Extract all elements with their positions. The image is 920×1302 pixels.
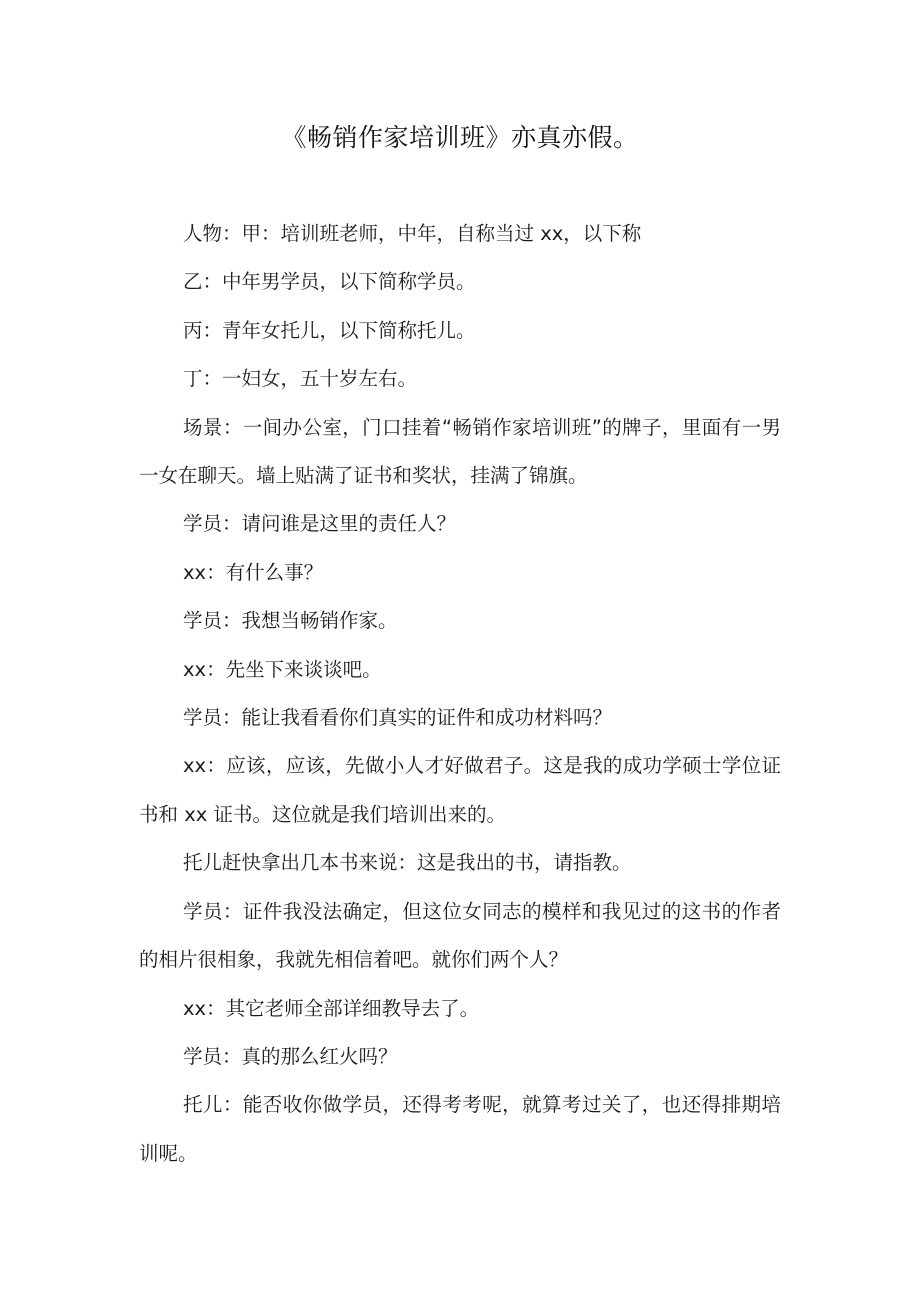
paragraph: 学员：能让我看看你们真实的证件和成功材料吗？ <box>183 706 613 730</box>
paragraph: 学员：真的那么红火吗？ <box>183 1044 398 1068</box>
paragraph: xx：先坐下来谈谈吧。 <box>183 657 382 681</box>
document-title: 《畅销作家培训班》亦真亦假。 <box>281 123 639 152</box>
paragraph: xx：应该，应该，先做小人才好做君子。这是我的成功学硕士学位证书和 xx 证书。这位就是我们培训出来的。 <box>139 754 781 826</box>
paragraph: 丁：一妇女，五十岁左右。 <box>183 367 418 391</box>
document-body <box>139 210 781 1178</box>
paragraph: 乙：中年男学员，以下简称学员。 <box>183 270 476 294</box>
paragraph: xx：其它老师全部详细教导去了。 <box>183 996 480 1020</box>
paragraph: 学员：证件我没法确定，但这位女同志的模样和我见过的这书的作者的相片很相象，我就先相信着吧。就你们两个人？ <box>139 899 781 972</box>
paragraph: 丙：青年女托儿，以下简称托儿。 <box>183 318 476 342</box>
paragraph: 托儿赶快拿出几本书来说：这是我出的书，请指教。 <box>183 851 632 875</box>
paragraph: xx：有什么事？ <box>183 560 324 584</box>
paragraph: 学员：我想当畅销作家。 <box>183 609 398 633</box>
paragraph: 托儿：能否收你做学员，还得考考呢，就算考过关了，也还得排期培训呢。 <box>139 1093 781 1165</box>
paragraph: 人物：甲：培训班老师，中年，自称当过 xx，以下称 <box>183 222 642 245</box>
paragraph: 场景：一间办公室，门口挂着“畅销作家培训班”的牌子，里面有一男一女在聊天。墙上贴满了证书和奖状，挂满了锦旗。 <box>139 415 781 488</box>
paragraph: 学员：请问谁是这里的责任人？ <box>183 512 457 536</box>
